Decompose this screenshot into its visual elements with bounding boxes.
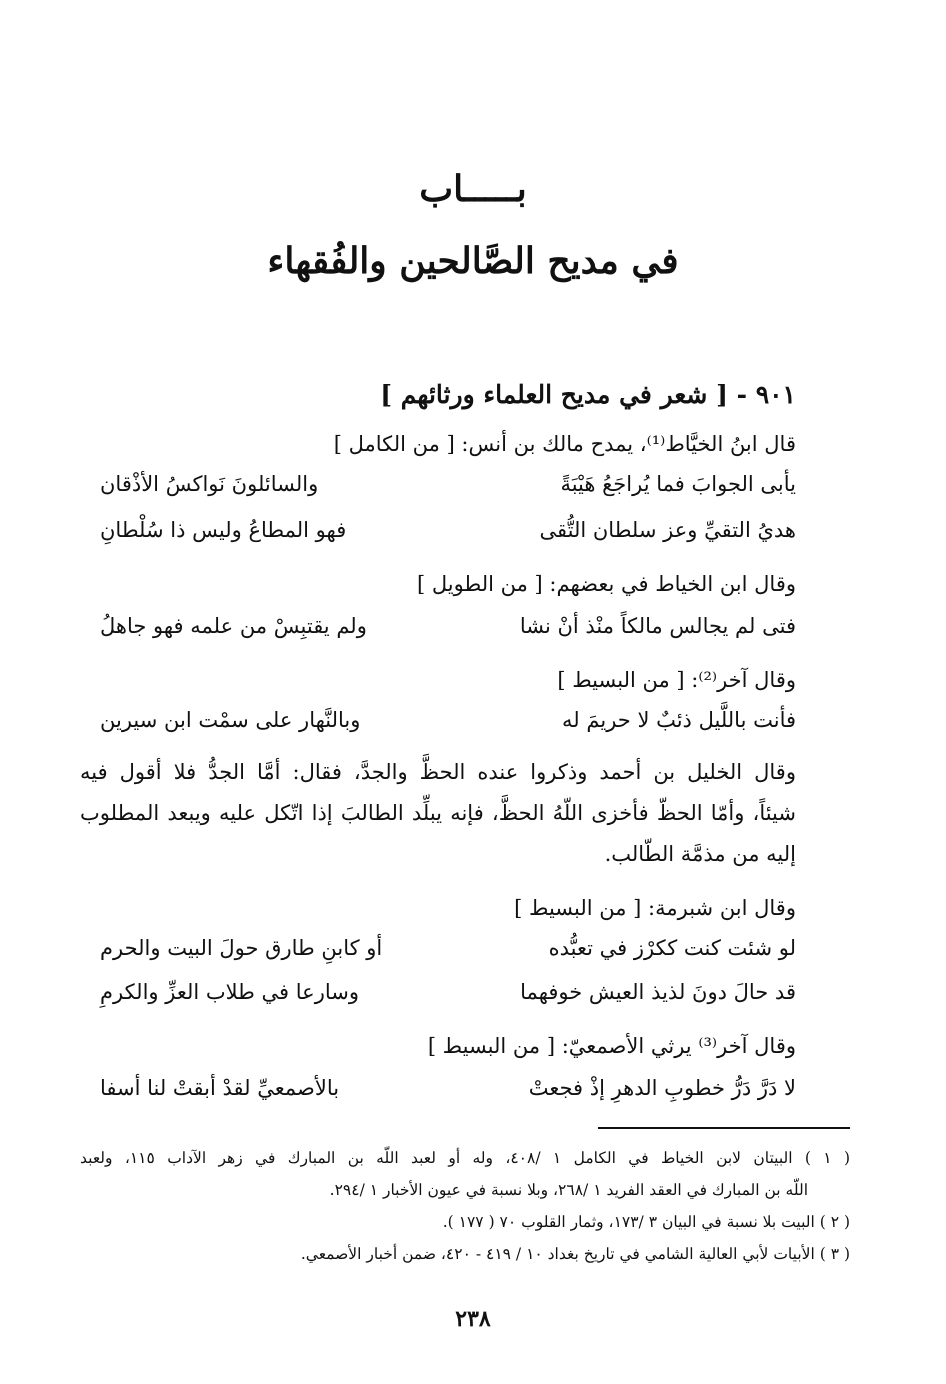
section-heading: ٩٠١ - [ شعر في مديح العلماء ورثائهم ] [380,380,796,409]
verse-2 [100,518,796,554]
verse-1 [100,472,796,508]
footnotes [80,1142,850,1270]
verse-4-first-hemistich: فأنت باللَّيل ذئبٌ لا حريمَ له [562,708,796,732]
verse-7-first-hemistich: لا دَرَّ دَرُّ خطوبِ الدهرِ إذْ فجعتْ [528,1076,796,1100]
verse-6 [100,980,796,1016]
prose-line-3: إليه من مذمَّة الطّالب. [604,842,796,866]
footnote-divider [598,1127,850,1129]
verse-6-second-hemistich: وسارعا في طلاب العزِّ والكرمِ [100,980,359,1004]
verse-2-first-hemistich: هديُ التقيِّ وعز سلطان التُّقى [539,518,796,542]
verse-3 [100,614,796,650]
chapter-title: في مديح الصَّالحين والفُقهاء [267,240,679,282]
footnote-1-line-1: ( ١ ) البيتان لابن الخياط في الكامل ١ /٤٠٨، وله أو لعبد اللّه بن المبارك في زهر الآداب ١١٥، ولعبد [80,1149,850,1167]
intro-ibn-khayyat: قال ابنُ الخيَّاط⁽¹⁾، يمدح مالك بن أنس: [ من الكامل ] [333,432,796,456]
verse-4-second-hemistich: وبالنَّهار على سمْت ابن سيرين [100,708,361,732]
verse-5 [100,936,796,972]
intro-akhar-asmai: وقال آخر⁽³⁾ يرثي الأصمعيّ: [ من البسيط ] [427,1034,796,1058]
intro-ibn-shubruma: وقال ابن شبرمة: [ من البسيط ] [514,896,796,920]
verse-1-first-hemistich: يأبى الجوابَ فما يُراجَعُ هَيْبَةً [560,472,796,496]
footnote-2: ( ٢ ) البيت بلا نسبة في البيان ٣ /١٧٣، وثمار القلوب ٧٠ ( ١٧٧ ). [442,1213,850,1231]
verse-4 [100,708,796,744]
chapter-label: بـــــاب [419,168,527,210]
footnote-1-line-2: اللّه بن المبارك في العقد الفريد ١ /٢٦٨، وبلا نسبة في عيون الأخبار ١ /٢٩٤. [329,1181,808,1199]
verse-7 [100,1076,796,1112]
intro-akhar-1: وقال آخر⁽²⁾: [ من البسيط ] [557,668,796,692]
verse-7-second-hemistich: بالأصمعيِّ لقدْ أبقتْ لنا أسفا [100,1076,340,1100]
footnote-3: ( ٣ ) الأبيات لأبي العالية الشامي في تاريخ بغداد ١٠ / ٤١٩ - ٤٢٠، ضمن أخبار الأصمعي. [300,1245,850,1263]
verse-6-first-hemistich: قد حالَ دونَ لذيذ العيش خوفهما [520,980,796,1004]
prose-line-1: وقال الخليل بن أحمد وذكروا عنده الحظَّ والجدَّ، فقال: أمَّا الجدُّ فلا أقول فيه [80,760,796,784]
verse-5-first-hemistich: لو شئت كنت ككرْز في تعبُّده [548,936,796,960]
page-number: ٢٣٨ [455,1306,491,1332]
intro-ibn-khayyat-2: وقال ابن الخياط في بعضهم: [ من الطويل ] [417,572,796,596]
prose-line-2: شيئاً، وأمّا الحظّ فأخزى اللّهُ الحظَّ، فإنه يبلِّد الطالبَ إذا اتّكل عليه ويبعد المطلوب [80,801,796,825]
verse-2-second-hemistich: فهو المطاعُ وليس ذا سُلْطانِ [100,518,347,542]
khalil-prose-paragraph [80,752,796,875]
verse-3-second-hemistich: ولم يقتبِسْ من علمه فهو جاهلُ [100,614,367,638]
verse-3-first-hemistich: فتى لم يجالس مالكاً منْذ أنْ نشا [519,614,796,638]
verse-5-second-hemistich: أو كابنِ طارق حولَ البيت والحرم [100,936,383,960]
verse-1-second-hemistich: والسائلونَ نَواكسُ الأذْقان [100,472,319,496]
